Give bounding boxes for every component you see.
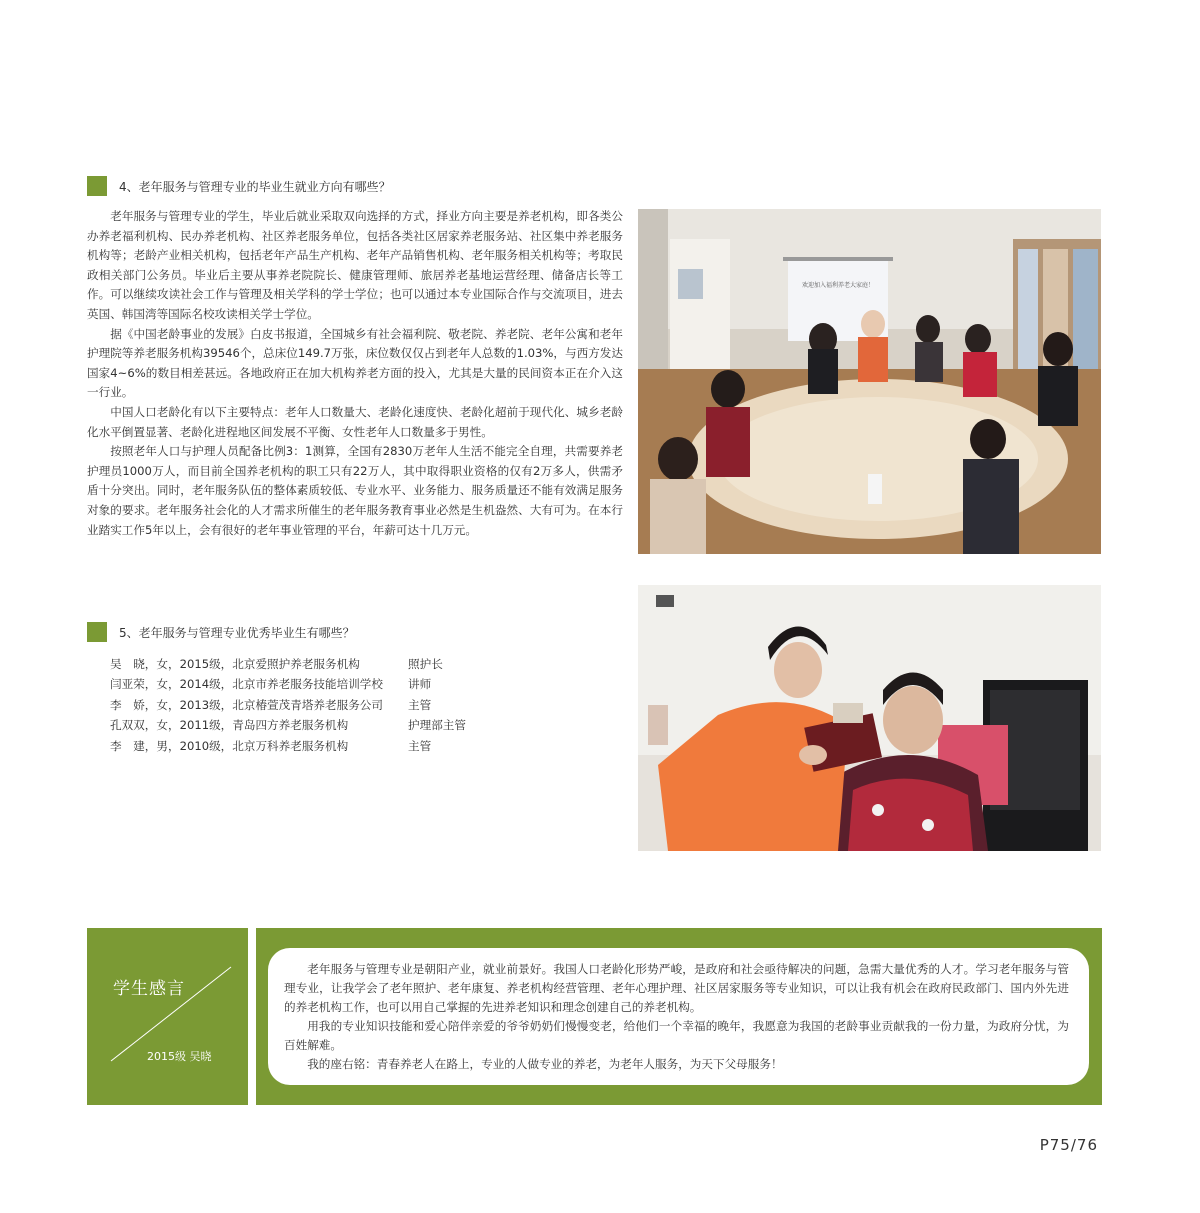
group-photo [638, 209, 1101, 554]
paragraph: 中国人口老龄化有以下主要特点：老年人口数量大、老龄化速度快、老龄化超前于现代化、城乡老龄化水平倒置显著、老龄化进程地区间发展不平衡、女性老年人口数量多于男性。 [87, 404, 623, 439]
paragraph: 我的座右铭：青春养老人在路上，专业的人做专业的养老，为老年人服务，为天下父母服务！ [307, 1056, 783, 1071]
projection-screen-text: 欢迎加入福利养老大家庭！ [801, 282, 875, 289]
testimonial-label-box [87, 928, 248, 1105]
section-4-body [87, 207, 623, 540]
section-5-heading [87, 622, 355, 642]
green-square-marker [87, 176, 107, 196]
green-square-marker [87, 622, 107, 642]
list-item [110, 654, 466, 674]
paragraph: 老年服务与管理专业的学生，毕业后就业采取双向选择的方式，择业方向主要是养老机构，即各类公办养老福利机构、民办养老机构、社区养老服务单位，包括各类社区居家养老服务站、社区集中养老服务机构等；老龄产业相关机构，包括老年产品生产机构、老年产品销售机构、老年服务相关机构等；考取民政相关部门公务员。毕业后主要从事养老院院长、健康管理师、旅居养老基地运营经理、储备店长等工作。可以继续攻读社会工作与管理及相关学科的学士学位；也可以通过本专业国际合作与交流项目，进去英国、韩国湾等国际名校攻读相关学士学位。 [87, 209, 623, 321]
graduate-title: 主管 [408, 697, 432, 712]
testimonial-frame [256, 928, 1102, 1105]
graduate-info: 吴 晓，女，2015级，北京爱照护养老服务机构 [110, 657, 360, 671]
section-5-title: 5、老年服务与管理专业优秀毕业生有哪些？ [119, 625, 355, 640]
graduate-title: 照护长 [408, 657, 443, 671]
section-4-title: 4、老年服务与管理专业的毕业生就业方向有哪些？ [119, 179, 391, 194]
list-item [110, 695, 466, 715]
list-item [110, 715, 466, 735]
graduate-info: 孔双双，女，2011级，青岛四方养老服务机构 [110, 718, 349, 733]
list-item [110, 674, 466, 694]
graduate-title: 护理部主管 [408, 718, 466, 733]
graduate-info: 李 建，男，2010级，北京万科养老服务机构 [110, 738, 349, 753]
diagonal-divider-line [87, 928, 248, 1105]
paragraph: 老年服务与管理专业是朝阳产业，就业前景好。我国人口老龄化形势严峻，是政府和社会亟待解决的问题，急需大量优秀的人才。学习老年服务与管理专业，让我学会了老年照护、老年康复、养老机构经营管理、老年心理护理、社区居家服务等专业知识，可以让我有机会在政府民政部门、国内外先进的养老机构工作，也可以用自己掌握的先进养老知识和理念创建自己的养老机构。 [284, 962, 1069, 1014]
paragraph: 据《中国老龄事业的发展》白皮书报道，全国城乡有社会福利院、敬老院、养老院、老年公寓和老年护理院等养老服务机构39546个，总床位149.7万张，床位数仅仅占到老年人总数的1.03%，与西方发达国家4~6%的数目相差甚远。各地政府正在加大机构养老方面的投入，尤其是大量的民间资本正在介入这一行业。 [87, 326, 623, 400]
paragraph: 用我的专业知识技能和爱心陪伴亲爱的爷爷奶奶们慢慢变老，给他们一个幸福的晚年，我愿意为我国的老龄事业贡献我的一份力量，为政府分忧，为百姓解难。 [284, 1018, 1069, 1052]
graduates-list [110, 654, 466, 756]
graduate-info: 李 娇，女，2013级，北京椿萱茂青塔养老服务公司 [110, 697, 383, 712]
list-item [110, 736, 466, 756]
testimonial-text-box [268, 948, 1089, 1085]
graduate-title: 主管 [408, 738, 432, 753]
graduate-title: 讲师 [408, 677, 432, 692]
page-number: P75/76 [1039, 1136, 1098, 1154]
paragraph: 按照老年人口与护理人员配备比例3：1测算，全国有2830万老年人生活不能完全自理，共需要养老护理员1000万人，而目前全国养老机构的职工只有22万人，其中取得职业资格的仅有2万多人，供需矛盾十分突出。同时，老年服务队伍的整体素质较低、专业水平、业务能力、服务质量还不能有效满足服务对象的要求。老年服务社会化的人才需求所催生的老年服务教育事业必然是生机盎然、大有可为。在本行业踏实工作5年以上，会有很好的老年事业管理的平台，年薪可达十几万元。 [87, 444, 623, 537]
graduate-info: 闫亚荣，女，2014级，北京市养老服务技能培训学校 [110, 677, 383, 692]
section-4-heading [87, 176, 391, 196]
caregiver-photo [638, 585, 1101, 851]
testimonial-signature: 2015级 吴晓 [147, 1050, 212, 1063]
testimonial-title: 学生感言 [113, 979, 185, 999]
